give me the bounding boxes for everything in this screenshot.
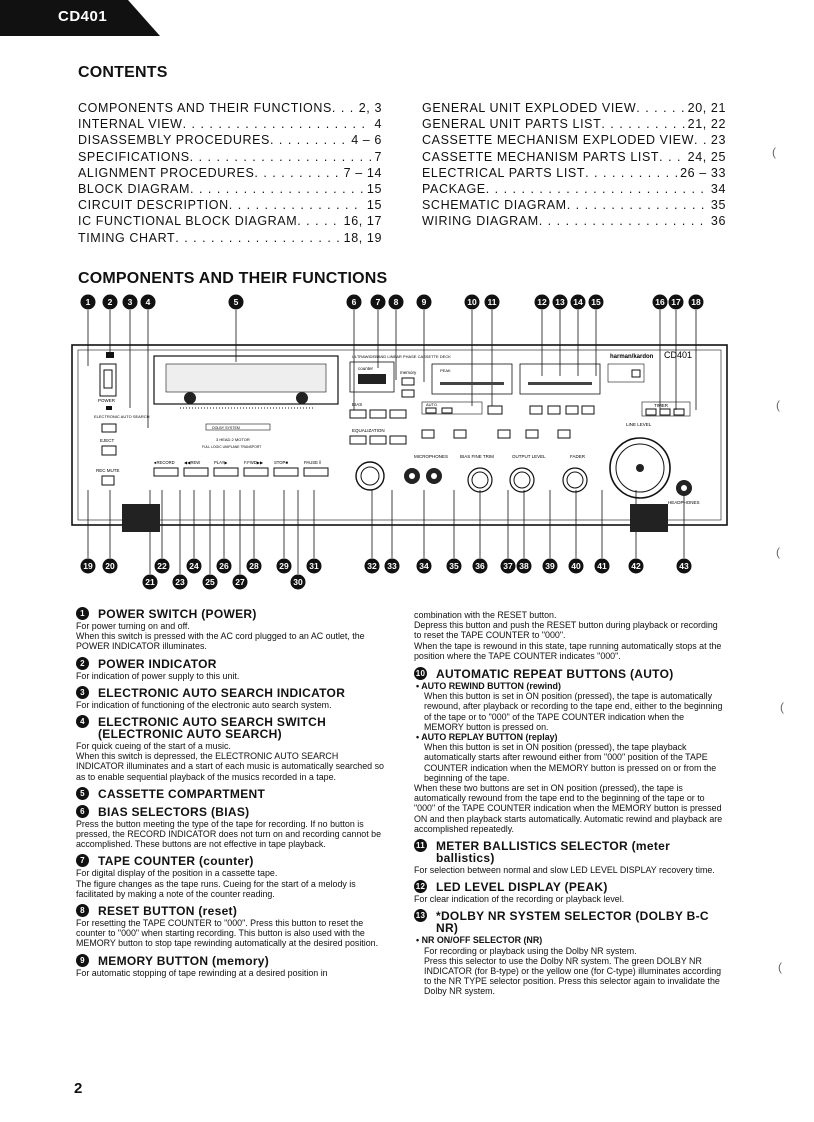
entry-number-badge: 7 (76, 854, 89, 867)
callout-number: 29 (279, 561, 289, 571)
component-entry (76, 955, 386, 978)
left-description-column (76, 608, 386, 984)
entry-title: TAPE COUNTER (counter) (98, 854, 254, 869)
callout-number: 19 (83, 561, 93, 571)
toc-leader-dots (636, 100, 684, 116)
entry-body: For resetting the TAPE COUNTER to "000". Press this button to reset the counter to "000" when starting recording. This button is also used with the MEMORY button to stop tape rewinding automatically at the desired position. (76, 918, 379, 949)
toc-entry-label: TIMING CHART (78, 230, 176, 245)
eq-button-2 (370, 436, 386, 444)
toc-entry-page: 34 (710, 182, 726, 197)
toc-leader-dots (183, 116, 372, 132)
callout-number: 35 (449, 561, 459, 571)
input-level-knob (356, 462, 384, 490)
head-label-2: FULL LOGIC UNIPLANE TRANSPORT (202, 445, 262, 449)
contents-title: CONTENTS (78, 64, 168, 81)
power-switch (100, 364, 116, 396)
toc-entry-page: 35 (710, 198, 726, 213)
rec-mute-button (102, 476, 114, 485)
right-description-column (414, 610, 726, 1003)
entry-number-badge: 9 (76, 954, 89, 967)
entry-heading (76, 608, 386, 620)
timer-label: TIMER (654, 403, 668, 408)
model-tab-label: CD401 (58, 8, 108, 25)
entry-number-badge: 3 (76, 686, 89, 699)
toc-entry (78, 165, 382, 181)
bottom-callout-numbers (81, 559, 692, 590)
toc-entry (78, 230, 382, 246)
bias-button-2 (370, 410, 386, 418)
entry-title: POWER SWITCH (POWER) (98, 607, 257, 621)
bias-label: BIAS (352, 402, 363, 407)
callout-number: 30 (293, 577, 303, 587)
transport-button (184, 468, 208, 476)
callout-number: 4 (145, 297, 151, 307)
toc-entry (422, 100, 726, 116)
eq-button-3 (390, 436, 406, 444)
entry-title: ELECTRONIC AUTO SEARCH SWITCH (ELECTRONIC AUTO SEARCH) (98, 715, 327, 742)
callout-number: 3 (127, 297, 133, 307)
callout-number: 23 (175, 577, 185, 587)
toc-entry-page: 4 – 6 (351, 133, 382, 148)
entry-body: For power turning on and off. When this switch is pressed with the AC cord plugged to an AC outlet, the POWER INDICATOR illuminates. (76, 621, 365, 652)
toc-leader-dots (190, 181, 364, 197)
transport-buttons (154, 460, 328, 476)
entry-number-badge: 11 (415, 841, 426, 851)
callout-number: 5 (233, 297, 239, 307)
toc-entry-label: ELECTRICAL PARTS LIST (422, 165, 586, 180)
entry-body: For selection between normal and slow LED LEVEL DISPLAY recovery time. (414, 865, 715, 876)
component-entry (414, 910, 726, 996)
continuation-text: combination with the RESET button. Depress this button and push the RESET button during playback or recording to reset the TAPE COUNTER to "000". When the tape is rewound in this state, tape running automatically stops at the position where the TAPE COUNTER indicates "000". (414, 610, 722, 661)
entry-title: *DOLBY NR SYSTEM SELECTOR (DOLBY B-C NR) (436, 909, 709, 936)
callout-number: 25 (205, 577, 215, 587)
callout-number: 20 (105, 561, 115, 571)
callout-number: 39 (545, 561, 555, 571)
toc-right-column (422, 100, 726, 230)
brand-label: harman/kardon (610, 354, 654, 360)
callout-number: 15 (591, 297, 601, 307)
callout-number: 43 (679, 561, 689, 571)
transport-label: PAUSE ‖ (304, 460, 321, 465)
memory-label: memory (400, 370, 417, 375)
output-level-label: OUTPUT LEVEL (512, 454, 546, 459)
bias-trim-label: BIAS FINE TRIM (460, 454, 494, 459)
toc-leader-dots (175, 230, 340, 246)
callout-number: 17 (671, 297, 681, 307)
auto-label: AUTO (426, 402, 438, 407)
entry-number-badge: 1 (76, 607, 89, 620)
margin-mark: ( (776, 398, 780, 412)
component-entry (76, 905, 386, 949)
toc-entry-page: 15 (366, 198, 382, 213)
toc-entry-label: WIRING DIAGRAM (422, 214, 539, 229)
bias-button-3 (390, 410, 406, 418)
toc-entry (78, 100, 382, 116)
callout-number: 36 (475, 561, 485, 571)
callout-number: 33 (387, 561, 397, 571)
toc-entry-page: 36 (710, 214, 726, 229)
line-level-label: LINE LEVEL (626, 422, 652, 427)
component-entry (76, 788, 386, 800)
toc-leader-dots (332, 100, 356, 116)
entry-heading (76, 788, 386, 800)
toc-leader-dots (659, 149, 685, 165)
top-callout-numbers (81, 295, 704, 310)
entry-body: Press the button meeting the type of the tape for recording. If no button is pressed, the RECORD INDICATOR does not turn on and recording cannot be accomplished. These buttons are not effective in tape playback. (76, 818, 382, 850)
toc-entry-page: 7 – 14 (343, 165, 382, 180)
toc-entry-page: 4 (374, 117, 382, 132)
entry-number-badge: 12 (415, 882, 426, 892)
callout-number: 41 (597, 561, 607, 571)
toc-leader-dots (567, 197, 708, 213)
left-foot (122, 504, 160, 532)
toc-entry-page: 24, 25 (687, 149, 726, 164)
entry-heading (76, 806, 386, 818)
toc-leader-dots (190, 149, 372, 165)
toc-entry (422, 116, 726, 132)
toc-entry (422, 149, 726, 165)
callout-number: 1 (85, 297, 91, 307)
power-label: POWER (98, 398, 116, 403)
callout-number: 16 (655, 297, 665, 307)
rec-mute-label: REC MUTE (96, 468, 120, 473)
toc-entry-label: SCHEMATIC DIAGRAM (422, 198, 567, 213)
toc-entry-label: CIRCUIT DESCRIPTION (78, 198, 229, 213)
entry-heading (414, 840, 726, 864)
eject-label: EJECT (100, 438, 115, 443)
transport-button (154, 468, 178, 476)
eject-button (102, 446, 116, 455)
toc-entry-page: 7 (374, 149, 382, 164)
toc-entry (78, 181, 382, 197)
power-indicator (106, 352, 114, 358)
margin-mark: ( (772, 145, 776, 159)
toc-entry (78, 132, 382, 148)
toc-leader-dots (254, 165, 340, 181)
toc-entry (422, 213, 726, 229)
entry-title: POWER INDICATOR (98, 656, 217, 671)
toc-entry (422, 181, 726, 197)
dolby-badge: DOLBY SYSTEM (212, 426, 240, 430)
sub-body: For recording or playback using the Dolby NR system. Press this selector to use the Dolby NR system. The green DOLBY NR INDICATOR (for B-type) or the yellow one (for C-type) illuminates according to the NR TYPE selector position. Press this selector again to invalidate the Dolby NR system. (424, 945, 722, 997)
toc-leader-dots (601, 116, 684, 132)
eq-button-1 (350, 436, 366, 444)
component-entry (76, 855, 386, 899)
toc-entry-label: DISASSEMBLY PROCEDURES (78, 133, 270, 148)
callout-number: 8 (393, 297, 399, 307)
transport-label: ●RECORD (154, 460, 175, 465)
callout-number: 2 (107, 297, 113, 307)
toc-entry-label: BLOCK DIAGRAM (78, 182, 190, 197)
entry-title: MEMORY BUTTON (memory) (98, 953, 270, 968)
toc-entry (422, 197, 726, 213)
transport-label: STOP■ (274, 460, 288, 465)
entry-heading (414, 910, 726, 934)
sub-heading: • NR ON/OFF SELECTOR (NR) (416, 935, 543, 946)
transport-button (274, 468, 298, 476)
toc-entry-label: SPECIFICATIONS (78, 149, 190, 164)
transport-button (214, 468, 238, 476)
transport-button (304, 468, 328, 476)
toc-entry (422, 165, 726, 181)
eas-indicator (106, 406, 112, 410)
toc-entry (78, 149, 382, 165)
entry-number-badge: 5 (76, 787, 89, 800)
toc-leader-dots (694, 132, 708, 148)
component-entry (76, 687, 386, 710)
entry-heading (76, 716, 386, 740)
toc-entry-label: GENERAL UNIT PARTS LIST (422, 117, 602, 132)
bias-button-1 (350, 410, 366, 418)
callout-number: 11 (487, 297, 497, 307)
component-entry (76, 806, 386, 850)
toc-entry-label: ALIGNMENT PROCEDURES (78, 165, 255, 180)
callout-number: 31 (309, 561, 319, 571)
entry-number-badge: 8 (76, 904, 89, 917)
eas-label: ELECTRONIC AUTO SEARCH (94, 414, 150, 419)
transport-label: PLAY▶ (214, 460, 228, 465)
component-entry (76, 608, 386, 652)
entry-title: LED LEVEL DISPLAY (PEAK) (436, 880, 608, 895)
page-number: 2 (74, 1080, 83, 1097)
callout-number: 27 (235, 577, 245, 587)
toc-entry-label: INTERNAL VIEW (78, 117, 183, 132)
entry-body: For digital display of the position in a cassette tape. The figure changes as the tape runs. Cueing for the start of a melody is facilitated by making a note of the counter reading. (76, 868, 356, 899)
toc-entry (78, 213, 382, 229)
toc-entry-page: 16, 17 (343, 214, 382, 229)
toc-entry-label: CASSETTE MECHANISM EXPLODED VIEW (422, 133, 695, 148)
toc-entry-label: PACKAGE (422, 182, 486, 197)
callout-number: 21 (145, 577, 155, 587)
transport-label: F.FWD▶▶ (244, 460, 264, 465)
front-panel-diagram (70, 290, 730, 590)
entry-title: CASSETTE COMPARTMENT (98, 786, 266, 801)
entry-number-badge: 4 (76, 715, 89, 728)
fader-label: FADER (570, 454, 586, 459)
entry-body: For automatic stopping of tape rewinding at a desired position in (76, 967, 328, 978)
toc-leader-dots (270, 132, 348, 148)
panel-model: CD401 (664, 350, 693, 360)
callout-number: 12 (537, 297, 547, 307)
entry-body: For quick cueing of the start of a music. When this switch is depressed, the ELECTRONIC AUTO SEARCH INDICATOR illuminates and a start of each music is automatically searched so as to enable sequential playback of the musics recorded in a tape. (76, 741, 384, 782)
component-entry (76, 658, 386, 681)
callout-number: 40 (571, 561, 581, 571)
transport-label: ◀◀REW (184, 460, 201, 465)
callout-number: 13 (555, 297, 565, 307)
toc-entry-page: 23 (710, 133, 726, 148)
toc-entry-page: 26 – 33 (680, 165, 726, 180)
toc-left-column (78, 100, 382, 246)
deck-label: ULTRAWIDEBAND LINEAR PHASE CASSETTE DECK (352, 354, 451, 359)
callout-number: 34 (419, 561, 429, 571)
entry-title: ELECTRONIC AUTO SEARCH INDICATOR (98, 685, 346, 700)
toc-entry-label: GENERAL UNIT EXPLODED VIEW (422, 101, 637, 115)
counter-label: counter (358, 366, 374, 371)
entry-title: METER BALLISTICS SELECTOR (meter ballistics) (436, 839, 671, 866)
callout-number: 26 (219, 561, 229, 571)
memory-button (402, 378, 414, 385)
mic-label: MICROPHONES (414, 454, 449, 459)
callout-number: 7 (375, 297, 381, 307)
entry-body: For indication of functioning of the electronic auto search system. (76, 699, 332, 710)
headphones-label: HEADPHONES (668, 500, 700, 505)
entry-title: AUTOMATIC REPEAT BUTTONS (AUTO) (436, 667, 674, 682)
toc-entry-page: 15 (366, 182, 382, 197)
component-entry (414, 881, 726, 904)
toc-entry-label: COMPONENTS AND THEIR FUNCTIONS (78, 101, 332, 115)
toc-entry-page: 21, 22 (687, 117, 726, 132)
sub-heading: • AUTO REWIND BUTTON (rewind) (416, 681, 561, 692)
toc-entry-page: 2, 3 (358, 101, 382, 115)
entry-body: When these two buttons are set in ON position (pressed), the tape is automatically rewound from the tape end to the beginning of the tape or to "000" of the TAPE COUNTER indication when the MEMORY button is pressed ON and then playback starts automatically. Automatic rewind and playback are accomplished repeatedly. (414, 783, 723, 834)
toc-leader-dots (486, 181, 708, 197)
callout-number: 37 (503, 561, 513, 571)
component-entry (414, 840, 726, 875)
margin-mark: ( (776, 545, 780, 559)
toc-entry (78, 116, 382, 132)
margin-mark: ( (780, 700, 784, 714)
sub-heading: • AUTO REPLAY BUTTON (replay) (416, 732, 558, 743)
peak-label: PEAK (440, 368, 451, 373)
eq-label: EQUALIZATION (352, 428, 385, 433)
entry-heading (76, 955, 386, 967)
callout-number: 14 (573, 297, 583, 307)
entry-heading (76, 687, 386, 699)
callout-number: 6 (351, 297, 357, 307)
entry-title: RESET BUTTON (reset) (98, 904, 238, 919)
entry-heading (76, 905, 386, 917)
entry-title: BIAS SELECTORS (BIAS) (98, 804, 250, 819)
entry-heading (76, 658, 386, 670)
callout-number: 9 (421, 297, 427, 307)
component-entry (76, 716, 386, 782)
components-title: COMPONENTS AND THEIR FUNCTIONS (78, 270, 388, 287)
callout-number: 42 (631, 561, 641, 571)
toc-entry-label: CASSETTE MECHANISM PARTS LIST (422, 149, 660, 164)
entry-heading (76, 855, 386, 867)
toc-entry-page: 20, 21 (687, 101, 726, 115)
toc-leader-dots (539, 213, 708, 229)
component-entry (414, 668, 726, 834)
sub-body: When this button is set in ON position (pressed), the tape playback automatically starts after rewound either from "000" position of the TAPE COUNTER indication when the MEMORY button is pressed on or from the beginning of the tape. (424, 742, 717, 783)
toc-entry-label: IC FUNCTIONAL BLOCK DIAGRAM (78, 214, 298, 229)
eas-switch (102, 424, 116, 432)
callout-number: 28 (249, 561, 259, 571)
callout-number: 32 (367, 561, 377, 571)
entry-body: For clear indication of the recording or playback level. (414, 894, 625, 905)
callout-number: 22 (157, 561, 167, 571)
entry-body: For indication of power supply to this unit. (76, 670, 240, 681)
toc-entry-page: 18, 19 (343, 230, 382, 245)
head-label-1: 3 HEAD 2 MOTOR (216, 437, 250, 442)
sub-body: When this button is set in ON position (pressed), the tape is automatically rewound, after playback or recording to the tape end, either to the beginning of the tape or to "000" of the TAPE COUNTER indication when the MEMORY button is pressed on. (424, 691, 723, 732)
entry-heading (414, 668, 726, 680)
callout-number: 18 (691, 297, 701, 307)
toc-entry (422, 132, 726, 148)
entry-number-badge: 2 (76, 657, 89, 670)
toc-leader-dots (229, 197, 364, 213)
toc-entry (78, 197, 382, 213)
toc-leader-dots (297, 213, 340, 229)
callout-number: 38 (519, 561, 529, 571)
toc-leader-dots (585, 165, 677, 181)
entry-number-badge: 13 (415, 911, 426, 921)
entry-number-badge: 10 (415, 669, 426, 679)
reset-button (402, 390, 414, 397)
entry-heading (414, 881, 726, 893)
transport-button (244, 468, 268, 476)
margin-mark: ( (778, 960, 782, 974)
entry-number-badge: 6 (76, 805, 89, 818)
right-foot (630, 504, 668, 532)
callout-number: 10 (467, 297, 477, 307)
callout-number: 24 (189, 561, 199, 571)
